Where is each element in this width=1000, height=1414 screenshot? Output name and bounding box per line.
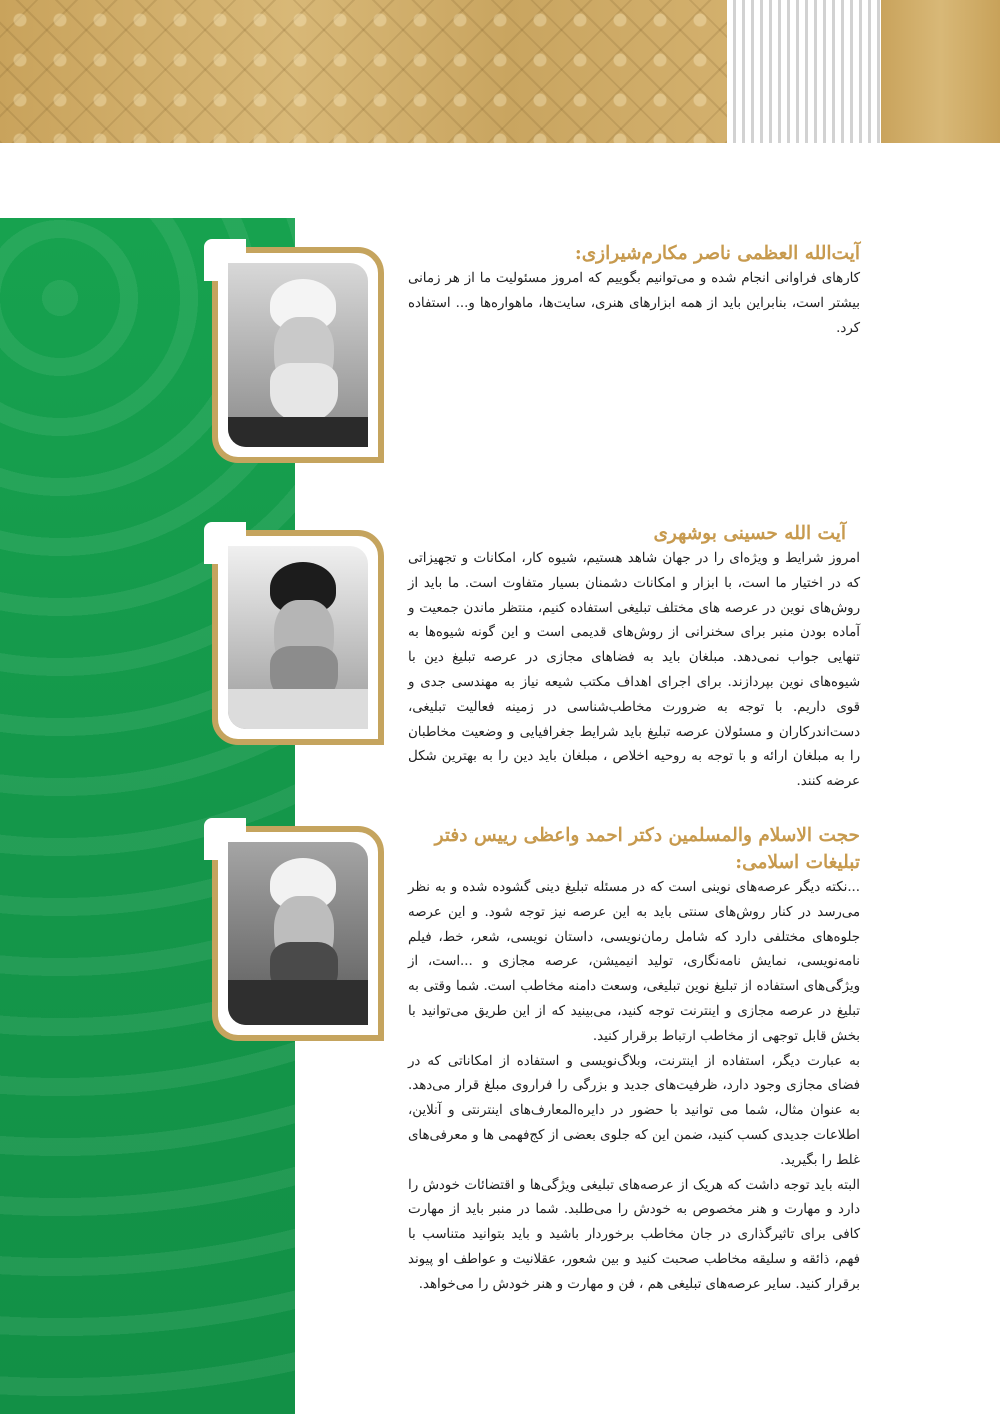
quote-paragraph: البته باید توجه داشت که هریک از عرصه‌های تبلیغی ویژگی‌ها و اقتضائات خودش را دارد و مهارت و هنر مخصوص به خودش را می‌طلبد. شما در منبر باید از مهارت کافی برای تاثیرگذاری در جان مخاطب برخوردار باشید و باید بتوانید متناسب با فهم، ذائقه و سلیقه مخاطب صحبت کنید و بین شعور، عقلانیت و عواطف او پیوند برقرار کنید. سایر عرصه‌های تبلیغی هم ، فن و مهارت و هنر خودش را می‌خواهد. [408, 1177, 860, 1292]
quote-paragraph: به عبارت دیگر، استفاده از اینترنت، وبلاگ‌نویسی و استفاده از امکاناتی که در فضای مجازی وجود دارد، ظرفیت‌های جدید و بزرگی را فراروی مبلغ قرار می‌دهد. به عنوان مثال، شما می توانید با حضور در دایره‌المعارف‌های اینترنتی و آنلاین، اطلاعات جدیدی کسب کنید، ضمن این که جلوی بعضی از کج‌فهمی ها و معرفی‌های غلط را بگیرید. [408, 1053, 860, 1168]
quote-section-vaezi [408, 822, 860, 1298]
speaker-heading: حجت الاسلام والمسلمین دکتر احمد واعظی رییس دفتر تبلیغات اسلامی: [434, 825, 860, 873]
quote-paragraph: ...نکته دیگر عرصه‌های نوینی است که در مسئله تبلیغ دینی گشوده شده و به نظر می‌رسد در کنار روش‌های سنتی باید به این عرصه نیز توجه شود. و این عرصه جلوه‌های مختلفی دارد که شامل رمان‌نویسی، داستان نویسی، شعر، خط، فیلم نامه‌نویسی، نمایش نامه‌نگاری، تولید انیمیشن، عرصه مجازی و ...است، از ویژگی‌های استفاده از تبلیغ نوین تبلیغی، وسعت دامنه مخاطب است. شما وقتی به تبلیغ در عرصه مجازی و اینترنت توجه کنید، می‌بینید که از این طریق می‌توانید با بخش قابل توجهی از مخاطب ارتباط برقرار کنید. [408, 880, 860, 1044]
islamic-pattern-band [0, 0, 727, 143]
portrait-frame-1 [212, 247, 384, 463]
pattern-edge [881, 0, 1000, 143]
robe [228, 980, 368, 1025]
quote-paragraph: امروز شرایط و ویژه‌ای را در جهان شاهد هستیم، شیوه کار، امکانات و تجهیزاتی که در اختیار ما است، با ابزار و امکانات دشمنان بسیار متفاوت است. ما باید از روش‌های نوین در عرصه های مختلف تبلیغی استفاده کنیم، منتظر ماندن جمعیت و آماده بودن منبر برای سخنرانی از روش‌های قدیمی است و این گونه شیوه‌ها به تنهایی جواب نمی‌دهد. مبلغان باید به فضاهای مجازی در عرصه تبلیغ دین با شیوه‌های نوین بپردازند. برای اجرای اهداف مکتب شیعه نیاز به مهندسی جدی و قوی داریم. با توجه به ضرورت مخاطب‌شناسی در زمینه فعالیت تبلیغی، دست‌اندرکاران و مسئولان عرصه تبلیغ باید شرایط جغرافیایی و وضعیت مخاطبان را به مبلغان ارائه و با توجه به روحیه اخلاص ، مبلغان باید دین را به بهترین شکل عرضه کنند. [408, 551, 860, 790]
decorative-header-banner [0, 0, 1000, 143]
portrait-frame-2 [212, 530, 384, 745]
portrait-photo-vaezi [228, 842, 368, 1025]
speaker-heading: آیت‌الله العظمی ناصر مکارم‌شیرازی: [574, 243, 860, 264]
speaker-heading: آیت الله حسینی بوشهری [653, 523, 846, 544]
portrait-photo-hosseini-bushehri [228, 546, 368, 729]
robe [228, 689, 368, 729]
quote-paragraph: کارهای فراوانی انجام شده و می‌توانیم بگوییم که امروز مسئولیت ما از هر زمانی بیشتر است، بنابراین باید از همه ابزارهای هنری، سایت‌ها، ماهواره‌ها و... استفاده کرد. [408, 271, 860, 336]
quote-section-bushehri [408, 520, 860, 795]
beard [270, 363, 338, 423]
portrait-frame-3 [212, 826, 384, 1041]
portrait-photo-makarem-shirazi [228, 263, 368, 447]
vertical-stripes [727, 0, 881, 143]
robe [228, 417, 368, 447]
quote-section-makarem [408, 240, 860, 341]
